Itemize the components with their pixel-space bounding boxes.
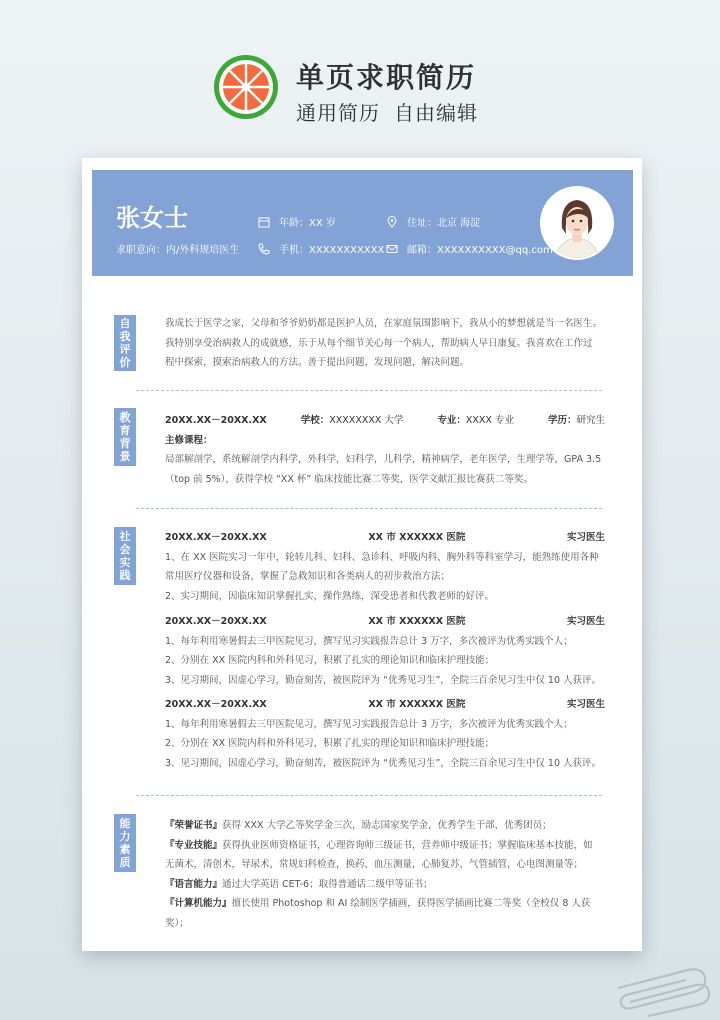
candidate-name: 张女士 <box>116 204 188 232</box>
comp-line <box>165 894 605 933</box>
text-line: 3、见习期间，因虚心学习，勤奋刻苦，被医院评为 “优秀见习生”，全院三百余见习生中仅 10 人获评。 <box>165 757 602 769</box>
email-text: 邮箱：XXXXXXXXXX@qq.com <box>407 245 553 256</box>
section-tag-practice <box>114 527 136 585</box>
lang-line <box>165 875 605 895</box>
tag-char: 自 <box>119 317 131 330</box>
practice-period: 20XX.XX－20XX.XX <box>165 616 267 627</box>
lang-label: 『语言能力』 <box>165 878 223 890</box>
job-intent: 求职意向：内/外科规培医生 <box>116 245 240 256</box>
section-divider <box>136 795 602 796</box>
banner-subtitle-2: 自由编辑 <box>394 101 478 125</box>
tag-char: 育 <box>119 424 131 437</box>
mail-icon <box>386 243 398 255</box>
tag-char: 会 <box>119 543 131 556</box>
tag-char: 景 <box>119 450 131 463</box>
address-info <box>386 214 480 229</box>
tag-char: 我 <box>119 330 131 343</box>
text-line: 2、分别在 XX 医院内科和外科见习，积累了扎实的理论知识和临床护理技能； <box>165 738 495 749</box>
avatar <box>542 188 612 258</box>
major-value: XXXX 专业 <box>465 415 514 426</box>
comp-label: 『计算机能力』 <box>165 898 232 909</box>
section-tag-education <box>114 408 136 466</box>
text-line: 常用医疗仪器和设备，掌握了急救知识和各类病人的初步救治方法； <box>165 571 451 582</box>
practice-period: 20XX.XX－20XX.XX <box>165 699 267 710</box>
resume-header <box>92 170 633 276</box>
text-line: 1、每年利用寒暑假去三甲医院见习，撰写见习实践报告总计 3 万字，多次被评为优秀实践个人； <box>165 635 573 647</box>
degree-value: 研究生 <box>576 415 605 426</box>
text-line: 2、实习期间，因临床知识掌握扎实，操作熟练，深受患者和代教老师的好评。 <box>165 590 495 602</box>
education-row <box>165 411 605 431</box>
education-period: 20XX.XX－20XX.XX <box>165 415 267 426</box>
text-line: （top 前 5%），获得学校 “XX 杯” 临床技能比赛二等奖，医学文献汇报比赛获二等奖。 <box>165 473 533 485</box>
courses-label: 主修课程： <box>165 434 213 446</box>
text-line: 2、分别在 XX 医院内科和外科见习，积累了扎实的理论知识和临床护理技能； <box>165 655 495 666</box>
text-line: 局部解剖学，系统解剖学内科学，外科学，妇科学，儿科学，精神病学，老年医学，生理学等，GPA 3.5 <box>165 454 602 465</box>
practice-period: 20XX.XX－20XX.XX <box>165 532 267 543</box>
tag-char: 社 <box>119 530 131 543</box>
paperclip-icon <box>608 958 712 1018</box>
section-divider <box>136 390 602 391</box>
practice-row <box>165 612 605 632</box>
tag-char: 能 <box>119 817 131 830</box>
grapefruit-logo-icon <box>212 53 280 121</box>
phone-info <box>258 241 384 256</box>
education-block <box>165 411 605 489</box>
skills-block <box>165 816 605 933</box>
age-text: 年龄：XX 岁 <box>279 218 336 229</box>
banner-title: 单页求职简历 <box>296 61 477 94</box>
practice-place: XX 市 XXXXXX 医院 <box>368 616 466 627</box>
practice-entry-2 <box>165 612 605 690</box>
practice-entry-3 <box>165 695 605 773</box>
tag-char: 实 <box>119 556 131 569</box>
pro-text-cont: 无菌术，清创术，导尿术，常规妇科检查，换药，血压测量，心肺复苏，气管插管，心电图测量等； <box>165 859 584 870</box>
text-line: 3、见习期间，因虚心学习，勤奋刻苦，被医院评为 “优秀见习生”，全院三百余见习生中仅 10 人获评。 <box>165 674 602 686</box>
tag-char: 教 <box>119 411 131 424</box>
practice-role: 实习医生 <box>566 616 605 627</box>
practice-place: XX 市 XXXXXX 医院 <box>368 532 466 543</box>
honor-text: 获得 XXX 大学乙等奖学金三次，励志国家奖学金，优秀学生干部，优秀团员； <box>222 820 552 831</box>
email-info <box>386 241 553 256</box>
pro-label: 『专业技能』 <box>165 839 223 851</box>
text-line: 1、每年利用寒暑假去三甲医院见习，撰写见习实践报告总计 3 万字，多次被评为优秀实践个人； <box>165 718 573 730</box>
practice-row <box>165 695 605 715</box>
tag-char: 价 <box>119 356 131 369</box>
practice-place: XX 市 XXXXXX 医院 <box>368 699 466 710</box>
honor-label: 『荣誉证书』 <box>165 820 223 831</box>
text-line: 我成长于医学之家，父母和爷爷奶奶都是医护人员，在家庭氛围影响下，我从小的梦想就是当一名医生。 <box>165 318 603 329</box>
major-label: 专业： <box>437 415 466 426</box>
section-tag-skills <box>114 814 136 872</box>
text-line: 1、在 XX 医院实习一年中，轮转儿科、妇科、急诊科、呼吸内科、胸外科等科室学习，能熟练使用各种 <box>165 551 599 563</box>
practice-entry-1 <box>165 528 605 606</box>
comp-text: 擅长使用 Photoshop 和 AI 绘制医学插画，获得医学插画比赛二等奖（全校仅 8 人获奖）； <box>165 898 591 929</box>
text-line: 我特别享受治病救人的成就感，乐于从每个细节关心每一个病人，帮助病人早日康复。我喜欢在工作过 <box>165 337 593 349</box>
tag-char: 力 <box>119 830 131 843</box>
honor-line <box>165 816 605 836</box>
tag-char: 背 <box>119 437 131 450</box>
section-tag-self-evaluation <box>114 315 136 371</box>
resume-sheet <box>82 158 642 951</box>
self-evaluation-text <box>165 314 605 373</box>
address-text: 住址：北京 海淀 <box>407 218 481 229</box>
pro-text: 获得执业医师资格证书，心理咨询师三级证书，营养师中级证书；掌握临床基本技能，如 <box>222 839 593 851</box>
school-label: 学校： <box>300 415 330 426</box>
practice-role: 实习医生 <box>566 699 605 710</box>
tag-char: 素 <box>119 843 131 856</box>
text-line: 程中探索，摸索治病救人的方法。善于提出问题，发现问题，解决问题。 <box>165 357 470 368</box>
tag-char: 评 <box>119 343 131 356</box>
age-info <box>258 214 336 229</box>
lang-text: 通过大学英语 CET-6；取得普通话二级甲等证书； <box>222 878 433 890</box>
tag-char: 质 <box>119 856 131 869</box>
tag-char: 践 <box>119 569 131 582</box>
practice-role: 实习医生 <box>566 532 605 543</box>
location-pin-icon <box>386 216 398 228</box>
calendar-icon <box>258 216 270 228</box>
banner-subtitle <box>296 97 478 126</box>
practice-row <box>165 528 605 548</box>
phone-text: 手机：XXXXXXXXXXX <box>279 245 385 256</box>
portrait-illustration <box>542 188 612 258</box>
pro-line <box>165 836 605 856</box>
section-divider <box>136 508 602 509</box>
degree-label: 学历： <box>547 415 577 426</box>
school-value: XXXXXXXX 大学 <box>329 415 404 426</box>
banner-subtitle-1: 通用简历 <box>296 101 380 125</box>
phone-icon <box>258 243 270 255</box>
